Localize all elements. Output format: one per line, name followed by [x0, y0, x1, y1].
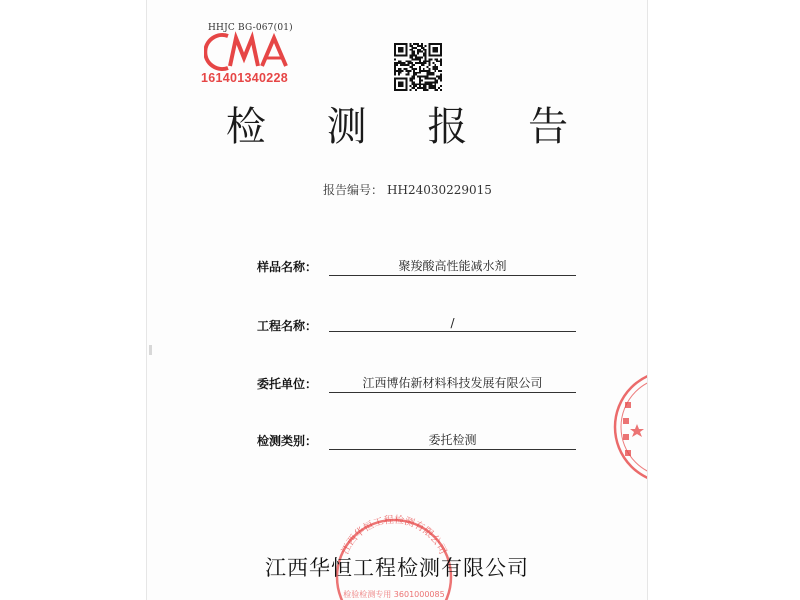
field-label: 样品名称：	[257, 260, 318, 274]
field-label: 工程名称：	[257, 319, 318, 333]
field-value: 委托检测	[329, 431, 576, 450]
cma-logo-icon	[204, 30, 294, 74]
form-code: HHJC BG-067(01)	[208, 23, 293, 33]
seal-stamp-icon	[607, 372, 647, 482]
qr-code-icon	[394, 43, 442, 91]
field-value: 江西博佑新材料科技发展有限公司	[329, 374, 576, 393]
report-page	[147, 0, 647, 600]
field-label: 检测类别：	[257, 434, 318, 448]
field-value: /	[329, 316, 576, 332]
field-value: 聚羧酸高性能减水剂	[329, 257, 576, 276]
scan-edge-mark	[149, 345, 152, 355]
issuing-organization: 江西华恒工程检测有限公司	[265, 556, 529, 580]
field-label: 委托单位：	[257, 377, 318, 391]
report-number-label: 报告编号：	[323, 183, 384, 197]
page-title: 检 测 报 告	[225, 104, 593, 150]
cma-number: 161401340228	[201, 71, 289, 85]
report-number	[323, 181, 492, 198]
seal-code: 检验检测专用 3601000085	[343, 590, 445, 599]
seal-text: 江西华恒工程检测有限公司	[339, 514, 449, 557]
report-number-value: HH24030229015	[387, 183, 492, 197]
